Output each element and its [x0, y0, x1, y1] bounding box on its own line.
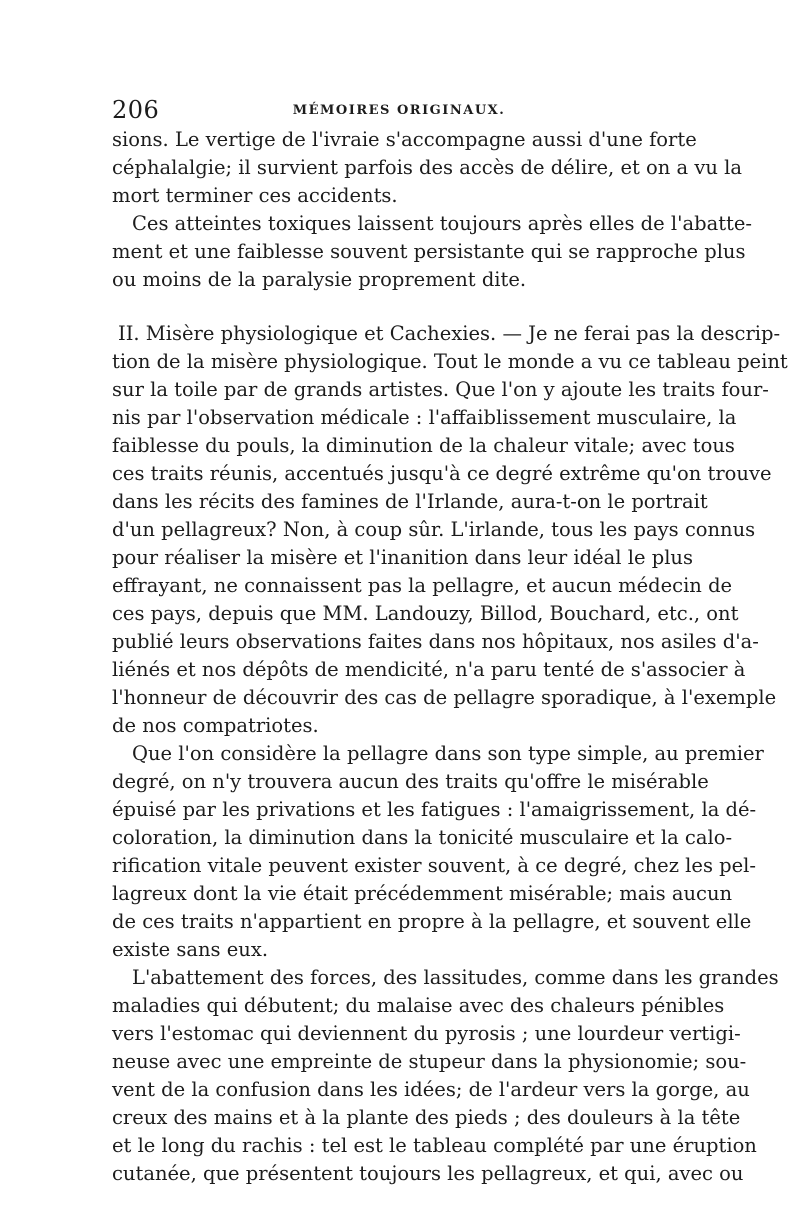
text-line: cutanée, que présentent toujours les pellagreux, et qui, avec ou [112, 1162, 744, 1185]
text-line: degré, on n'y trouvera aucun des traits qu'offre le misérable [112, 770, 709, 793]
text-line: nis par l'observation médicale : l'affaiblissement musculaire, la [112, 406, 737, 429]
text-line: de ces traits n'appartient en propre à la pellagre, et souvent elle [112, 910, 752, 933]
body-text [112, 126, 788, 1188]
text-line: de nos compatriotes. [112, 714, 319, 737]
text-line: épuisé par les privations et les fatigues : l'amaigrissement, la dé- [112, 798, 757, 821]
text-line: ou moins de la paralysie proprement dite. [112, 268, 527, 291]
text-line: ces pays, depuis que MM. Landouzy, Billod, Bouchard, etc., ont [112, 602, 739, 625]
text-line: neuse avec une empreinte de stupeur dans la physionomie; sou- [112, 1050, 747, 1073]
text-line: pour réaliser la misère et l'inanition dans leur idéal le plus [112, 546, 693, 569]
text-line: publié leurs observations faites dans nos hôpitaux, nos asiles d'a- [112, 630, 759, 653]
text-line: tion de la misère physiologique. Tout le monde a vu ce tableau peint [112, 350, 788, 373]
page-number: 206 [112, 96, 160, 124]
running-head: MÉMOIRES ORIGINAUX. [292, 103, 506, 118]
text-line: L'abattement des forces, des lassitudes, comme dans les grandes [132, 966, 779, 989]
page-header [112, 92, 686, 128]
text-line: sur la toile par de grands artistes. Que l'on y ajoute les traits four- [112, 378, 769, 401]
text-line: Que l'on considère la pellagre dans son type simple, au premier [132, 742, 764, 765]
text-line: lagreux dont la vie était précédemment misérable; mais aucun [112, 882, 733, 905]
text-line: coloration, la diminution dans la tonicité musculaire et la calo- [112, 826, 733, 849]
text-line: vent de la confusion dans les idées; de l'ardeur vers la gorge, au [112, 1078, 750, 1101]
text-line: mort terminer ces accidents. [112, 184, 398, 207]
text-line: et le long du rachis : tel est le tableau complété par une éruption [112, 1134, 757, 1157]
text-line: vers l'estomac qui deviennent du pyrosis ; une lourdeur vertigi- [112, 1022, 741, 1045]
text-line: l'honneur de découvrir des cas de pellagre sporadique, à l'exemple [112, 686, 777, 709]
text-line: ment et une faiblesse souvent persistante qui se rapproche plus [112, 240, 746, 263]
text-line: ces traits réunis, accentués jusqu'à ce degré extrême qu'on trouve [112, 462, 772, 485]
text-line: II. Misère physiologique et Cachexies. — Je ne ferai pas la descrip- [118, 322, 781, 345]
text-line: rification vitale peuvent exister souvent, à ce degré, chez les pel- [112, 854, 757, 877]
text-line: dans les récits des famines de l'Irlande, aura-t-on le portrait [112, 490, 708, 513]
text-line: céphalalgie; il survient parfois des accès de délire, et on a vu la [112, 156, 742, 179]
text-line: creux des mains et à la plante des pieds ; des douleurs à la tête [112, 1106, 741, 1129]
text-line: faiblesse du pouls, la diminution de la chaleur vitale; avec tous [112, 434, 735, 457]
text-line: d'un pellagreux? Non, à coup sûr. L'irlande, tous les pays connus [112, 518, 756, 541]
text-line: Ces atteintes toxiques laissent toujours après elles de l'abatte- [132, 212, 753, 235]
text-line: liénés et nos dépôts de mendicité, n'a paru tenté de s'associer à [112, 658, 746, 681]
text-line: maladies qui débutent; du malaise avec des chaleurs pénibles [112, 994, 725, 1017]
text-line: sions. Le vertige de l'ivraie s'accompagne aussi d'une forte [112, 128, 697, 151]
text-line: existe sans eux. [112, 938, 269, 961]
text-line: effrayant, ne connaissent pas la pellagre, et aucun médecin de [112, 574, 733, 597]
section-gap [112, 294, 686, 320]
